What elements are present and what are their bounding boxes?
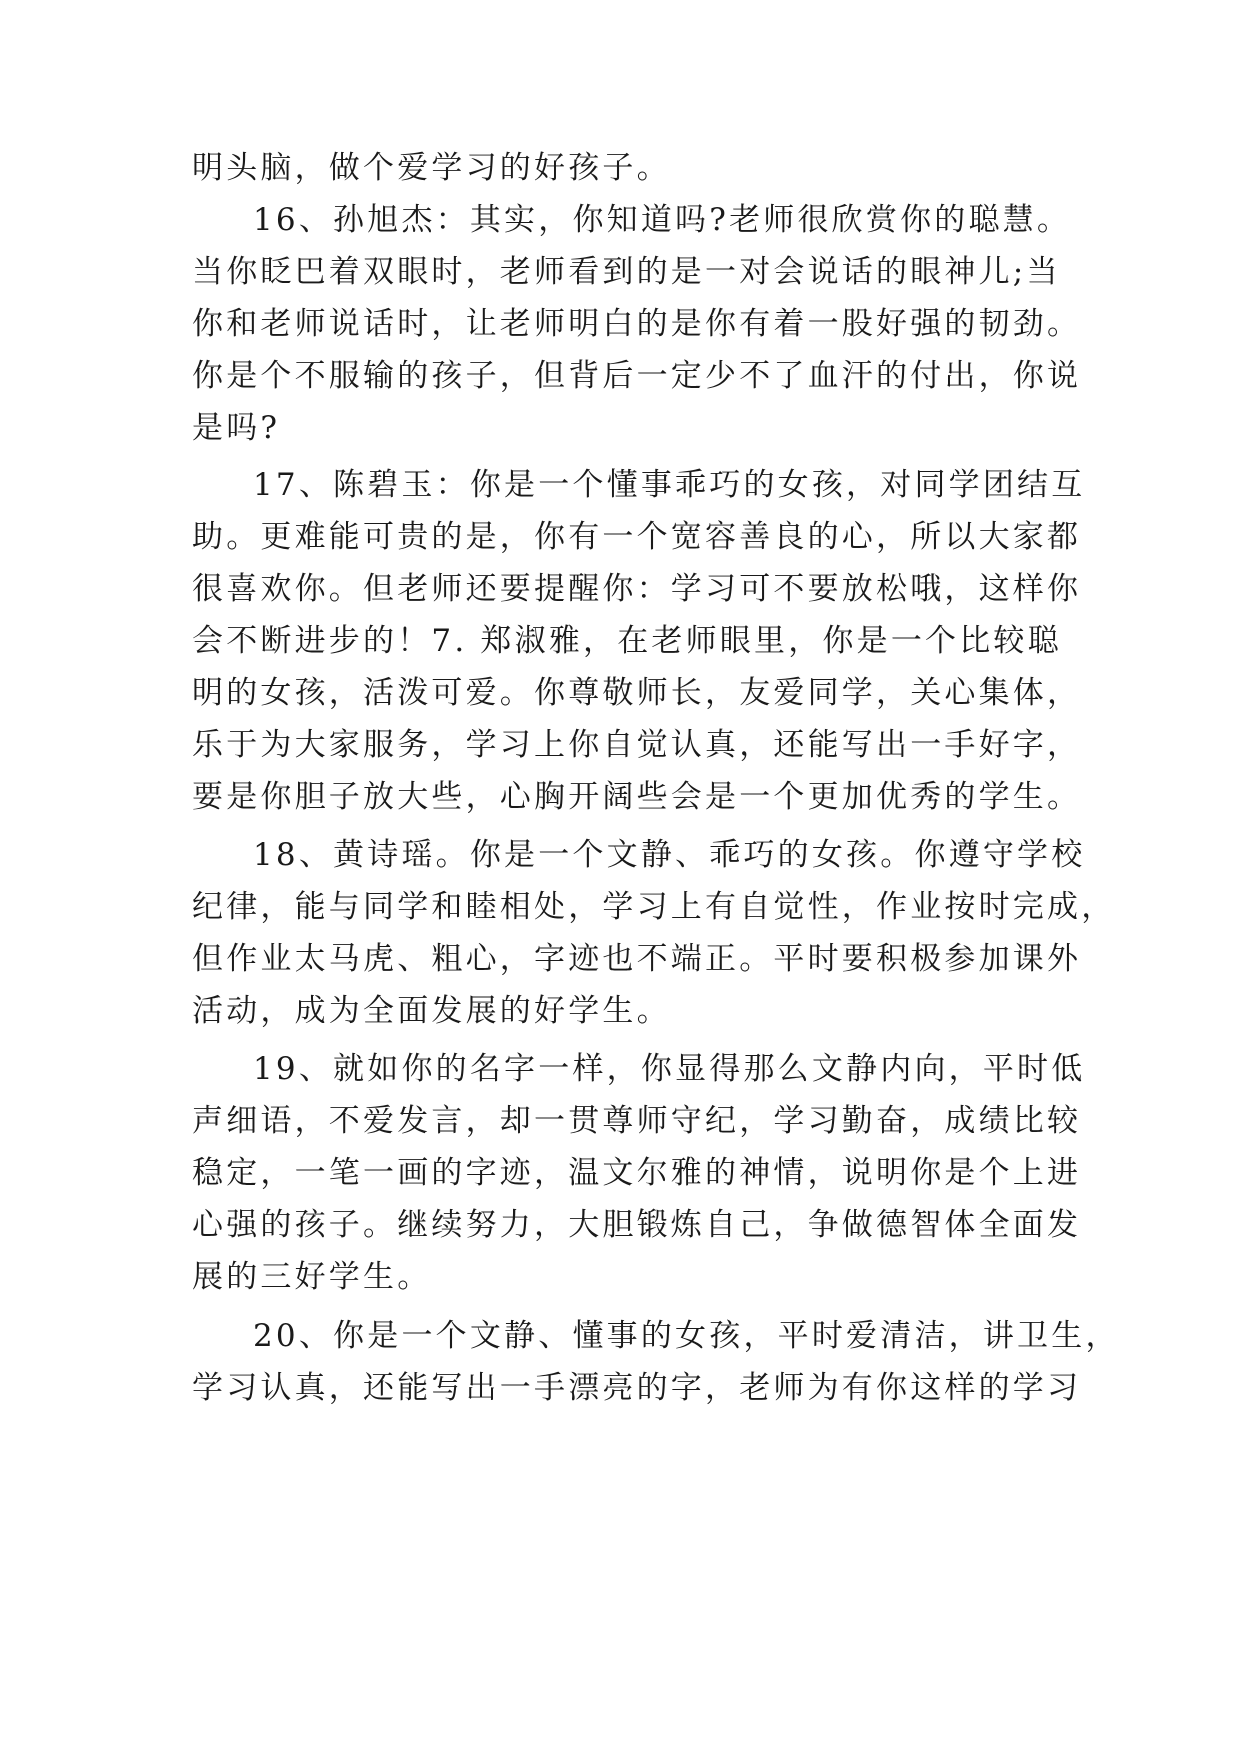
text-line: 展的三好学生。	[192, 1259, 432, 1295]
text-line: 活动，成为全面发展的好学生。	[192, 993, 671, 1029]
text-line: 当你眨巴着双眼时，老师看到的是一对会说话的眼神儿;当	[192, 254, 1061, 290]
text-line: 但作业太马虎、粗心，字迹也不端正。平时要积极参加课外	[192, 941, 1082, 977]
text-line: 明的女孩，活泼可爱。你尊敬师长，友爱同学，关心集体，	[192, 675, 1082, 711]
paragraph-17-start: 17、陈碧玉：你是一个懂事乖巧的女孩，对同学团结互	[253, 467, 1086, 503]
paragraph-18-start: 18、黄诗瑶。你是一个文静、乖巧的女孩。你遵守学校	[253, 837, 1086, 873]
text-line: 很喜欢你。但老师还要提醒你：学习可不要放松哦，这样你	[192, 571, 1082, 607]
text-line: 明头脑，做个爱学习的好孩子。	[192, 150, 671, 186]
paragraph-20-start: 20、你是一个文静、懂事的女孩，平时爱清洁，讲卫生，	[253, 1318, 1120, 1354]
text-line: 心强的孩子。继续努力，大胆锻炼自己，争做德智体全面发	[192, 1207, 1082, 1243]
text-line: 纪律，能与同学和睦相处，学习上有自觉性，作业按时完成，	[192, 889, 1116, 925]
text-line: 会不断进步的！7. 郑淑雅，在老师眼里，你是一个比较聪	[192, 623, 1062, 659]
text-line: 稳定，一笔一画的字迹，温文尔雅的神情，说明你是个上进	[192, 1155, 1082, 1191]
text-line: 学习认真，还能写出一手漂亮的字，老师为有你这样的学习	[192, 1370, 1082, 1406]
text-line: 是吗?	[192, 410, 281, 446]
paragraph-19-start: 19、就如你的名字一样，你显得那么文静内向，平时低	[253, 1051, 1086, 1087]
text-line: 你是个不服输的孩子，但背后一定少不了血汗的付出，你说	[192, 358, 1082, 394]
text-line: 乐于为大家服务，学习上你自觉认真，还能写出一手好字，	[192, 727, 1082, 763]
text-line: 你和老师说话时，让老师明白的是你有着一股好强的韧劲。	[192, 306, 1082, 342]
text-line: 声细语，不爱发言，却一贯尊师守纪，学习勤奋，成绩比较	[192, 1103, 1082, 1139]
text-line: 助。更难能可贵的是，你有一个宽容善良的心，所以大家都	[192, 519, 1082, 555]
text-line: 要是你胆子放大些，心胸开阔些会是一个更加优秀的学生。	[192, 779, 1082, 815]
paragraph-16-start: 16、孙旭杰：其实，你知道吗?老师很欣赏你的聪慧。	[253, 202, 1072, 238]
